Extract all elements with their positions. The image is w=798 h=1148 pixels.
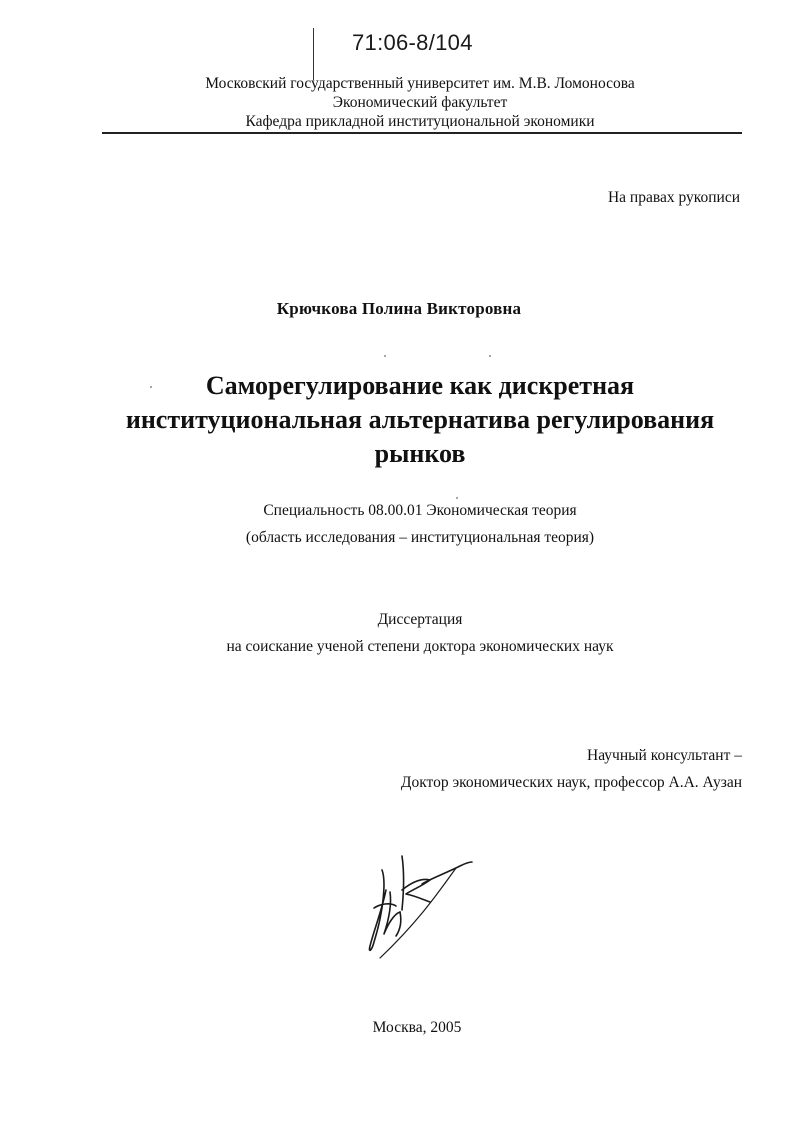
specialty-line: Специальность 08.00.01 Экономическая теория <box>263 502 577 519</box>
research-area-line: (область исследования – институциональная теория) <box>245 529 595 546</box>
title-line-3: рынков <box>374 439 466 468</box>
signature-icon <box>360 850 480 960</box>
manuscript-rights: На правах рукописи <box>607 189 740 206</box>
city-year: Москва, 2005 <box>372 1019 462 1036</box>
title-line-1: Саморегулирование как дискретная <box>205 371 635 400</box>
consultant-label: Научный консультант – <box>587 747 742 764</box>
consultant-name: Доктор экономических наук, профессор А.А. Аузан <box>400 774 742 791</box>
catalog-number: 71:06-8/104 <box>352 30 473 55</box>
author-name: Крючкова Полина Викторовна <box>276 299 522 318</box>
faculty-name: Экономический факультет <box>332 94 508 111</box>
degree-purpose: на соискание ученой степени доктора экономических наук <box>226 638 614 655</box>
scan-speck <box>384 355 386 357</box>
scan-speck <box>489 355 491 357</box>
header-divider <box>102 132 742 134</box>
scan-speck <box>150 386 152 388</box>
university-name: Московский государственный университет им. М.В. Ломоносова <box>205 75 635 92</box>
department-name: Кафедра прикладной институциональной экономики <box>245 113 595 130</box>
stamp-mark <box>313 28 314 80</box>
title-line-2: институциональная альтернатива регулирования <box>125 405 715 434</box>
document-type: Диссертация <box>377 611 463 628</box>
scan-speck <box>456 497 458 499</box>
